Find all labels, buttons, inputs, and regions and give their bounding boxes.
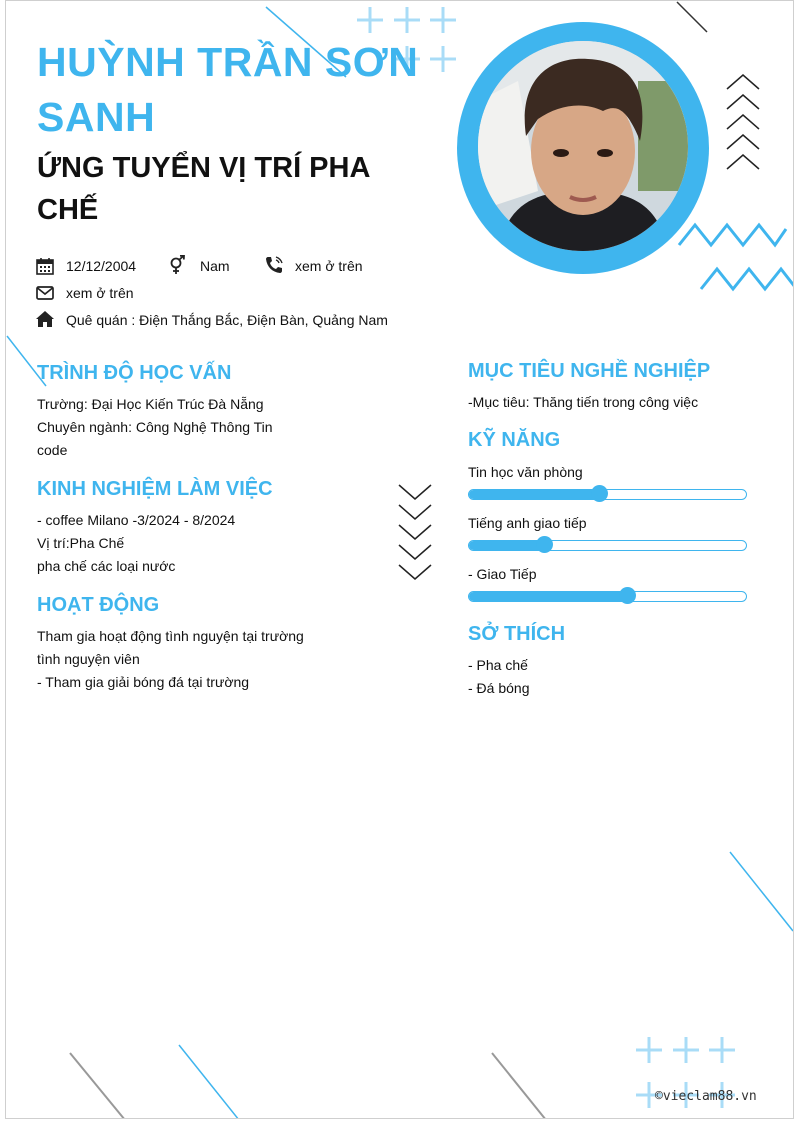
skill-label: Tin học văn phòng — [468, 464, 583, 480]
education-line: Trường: Đại Học Kiến Trúc Đà Nẵng — [37, 396, 264, 412]
diagonal-line — [730, 852, 793, 931]
zigzag-decoration — [679, 225, 794, 289]
hobby-line: - Đá bóng — [468, 680, 530, 696]
calendar-icon — [35, 256, 55, 276]
diagonal-line — [677, 2, 707, 32]
experience-line: Vị trí:Pha Chế — [37, 535, 125, 551]
gender-text: Nam — [200, 258, 230, 274]
phone-text: xem ở trên — [295, 258, 363, 274]
skills-title: KỸ NĂNG — [468, 429, 561, 451]
education-line: code — [37, 442, 68, 458]
skill-bar-knob — [536, 536, 553, 553]
chevron-down-icon — [399, 485, 431, 579]
applied-position: ỨNG TUYỂN VỊ TRÍ PHA CHẾ — [37, 152, 370, 226]
email-icon — [35, 283, 55, 303]
activities-line: - Tham gia giải bóng đá tại trường — [37, 674, 250, 690]
watermark: ©vieclam88.vn — [655, 1089, 757, 1104]
objective-title: MỤC TIÊU NGHỀ NGHIỆP — [468, 360, 711, 382]
skill-bar-knob — [591, 485, 608, 502]
education-line: Chuyên ngành: Công Nghệ Thông Tin — [37, 419, 273, 435]
avatar — [478, 41, 688, 251]
skill-bar-fill — [469, 490, 599, 499]
chevron-up-icon — [727, 75, 759, 169]
home-icon — [35, 309, 55, 329]
experience-title: KINH NGHIỆM LÀM VIỆC — [37, 478, 273, 500]
objective-line: -Mục tiêu: Thăng tiến trong công việc — [468, 394, 699, 410]
activities-line: tình nguyện viên — [37, 651, 140, 667]
gender-icon — [167, 255, 187, 275]
phone-icon — [264, 255, 284, 275]
activities-line: Tham gia hoạt động tình nguyện tại trường — [37, 628, 304, 644]
birthday-text: 12/12/2004 — [66, 258, 137, 274]
experience-line: - coffee Milano -3/2024 - 8/2024 — [37, 512, 236, 528]
experience-line: pha chế các loại nước — [37, 558, 176, 574]
skill-label: Tiếng anh giao tiếp — [468, 515, 587, 531]
activities-title: HOẠT ĐỘNG — [37, 594, 160, 616]
email-text: xem ở trên — [66, 285, 134, 301]
diagonal-line — [492, 1053, 546, 1119]
candidate-name: HUỲNH TRẦN SƠN SANH — [37, 39, 419, 140]
hobbies-title: SỞ THÍCH — [468, 623, 566, 645]
skill-bar — [468, 591, 747, 602]
skill-bar — [468, 540, 747, 551]
skill-bar-fill — [469, 541, 544, 550]
skill-bar-fill — [469, 592, 627, 601]
skill-bar-knob — [619, 587, 636, 604]
diagonal-line — [70, 1053, 125, 1119]
education-title: TRÌNH ĐỘ HỌC VẤN — [37, 362, 232, 384]
hometown-text: Quê quán : Điện Thắng Bắc, Điện Bàn, Quảng Nam — [66, 312, 388, 328]
skill-label: - Giao Tiếp — [468, 566, 537, 582]
skill-bar — [468, 489, 747, 500]
cv-page — [5, 0, 794, 1119]
hobby-line: - Pha chế — [468, 657, 528, 673]
diagonal-line — [179, 1045, 239, 1119]
